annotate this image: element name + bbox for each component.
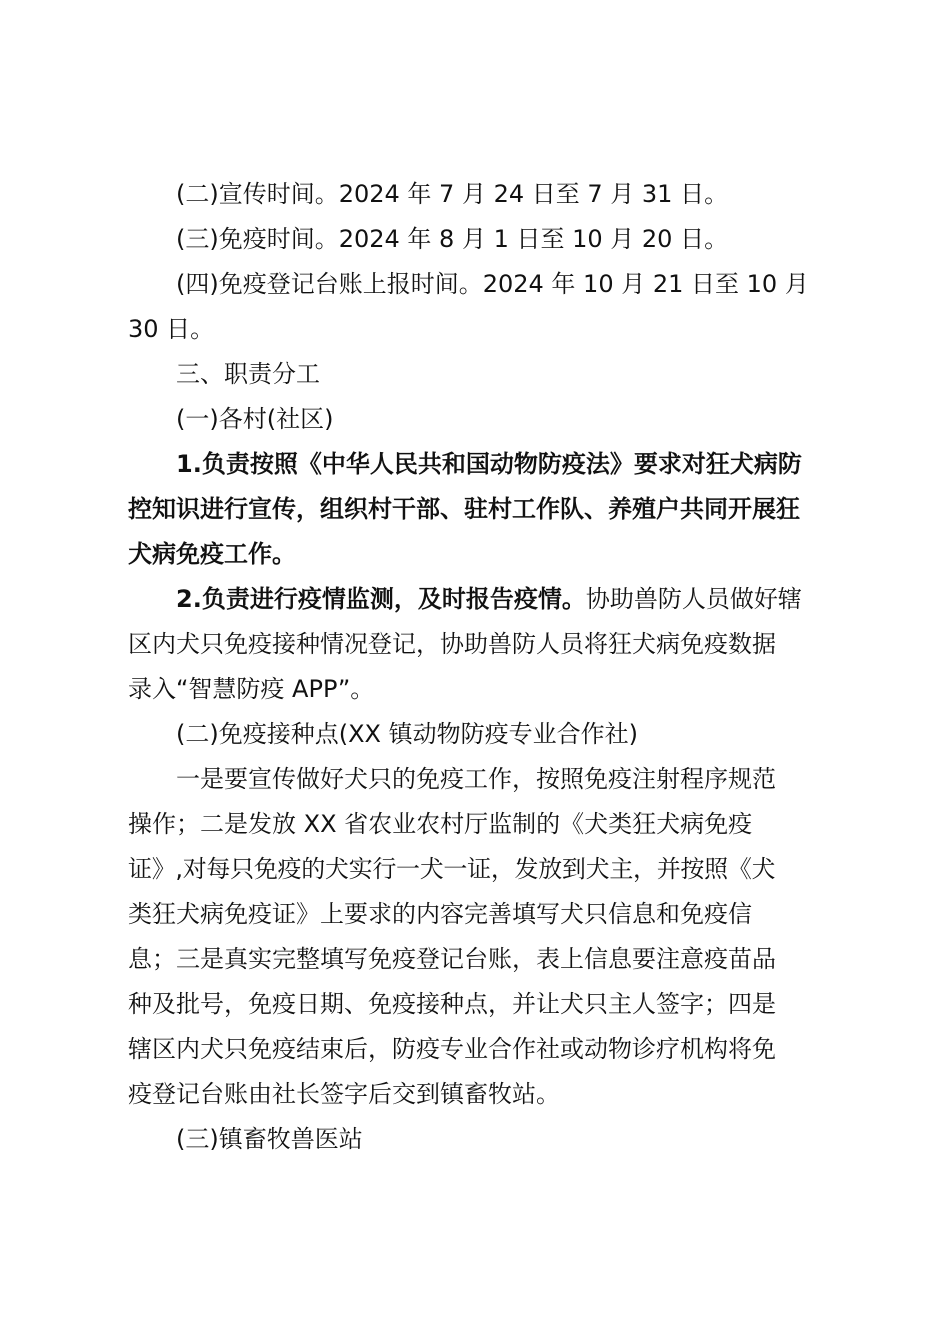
text-line: (二)免疫接种点(XX 镇动物防疫专业合作社) [176,720,638,748]
paragraph-site-duties [128,757,828,1117]
text-line: 30 日。 [128,315,215,343]
text-line: 1.负责按照《中华人民共和国动物防疫法》要求对狂犬病防 [176,450,802,478]
paragraph-publicity-time [128,172,828,217]
text-line: 操作；二是发放 XX 省农业农村厅监制的《犬类狂犬病免疫 [128,810,753,838]
paragraph-report-time [128,262,828,352]
text-line: (四)免疫登记台账上报时间。2024 年 10 月 21 日至 10 月 [176,270,809,298]
subheading-villages [128,397,828,442]
text-line: 犬病免疫工作。 [128,540,296,568]
text-line: (三)免疫时间。2024 年 8 月 1 日至 10 月 20 日。 [176,225,729,253]
text-line: 息；三是真实完整填写免疫登记台账，表上信息要注意疫苗品 [128,945,776,973]
text-line: 类狂犬病免疫证》上要求的内容完善填写犬只信息和免疫信 [128,900,752,928]
paragraph-immunization-time [128,217,828,262]
text-line: 疫登记台账由社长签字后交到镇畜牧站。 [128,1080,560,1108]
bold-lead-text: 2.负责进行疫情监测，及时报告疫情。 [176,585,586,613]
text-continuation: 协助兽防人员做好辖 [585,585,802,613]
text-line: (一)各村(社区) [176,405,334,433]
text-line: 录入“智慧防疫 APP”。 [128,675,375,703]
text-line: 控知识进行宣传，组织村干部、驻村工作队、养殖户共同开展狂 [128,495,800,523]
text-line [128,577,828,622]
text-line: 种及批号，免疫日期、免疫接种点，并让犬只主人签字；四是 [128,990,776,1018]
subheading-vaccination-site [128,712,828,757]
paragraph-item-2 [128,577,828,712]
text-line: 证》,对每只免疫的犬实行一犬一证，发放到犬主，并按照《犬 [128,855,776,883]
text-line: 一是要宣传做好犬只的免疫工作，按照免疫注射程序规范 [176,765,776,793]
text-line: (三)镇畜牧兽医站 [176,1125,363,1153]
text-line: 三、职责分工 [176,360,320,388]
text-line: 辖区内犬只免疫结束后，防疫专业合作社或动物诊疗机构将免 [128,1035,776,1063]
paragraph-item-1 [128,442,828,577]
document-body [128,172,828,1162]
section-heading-responsibilities [128,352,828,397]
subheading-veterinary-station [128,1117,828,1162]
text-line: (二)宣传时间。2024 年 7 月 24 日至 7 月 31 日。 [176,180,729,208]
text-line: 区内犬只免疫接种情况登记，协助兽防人员将狂犬病免疫数据 [128,630,776,658]
